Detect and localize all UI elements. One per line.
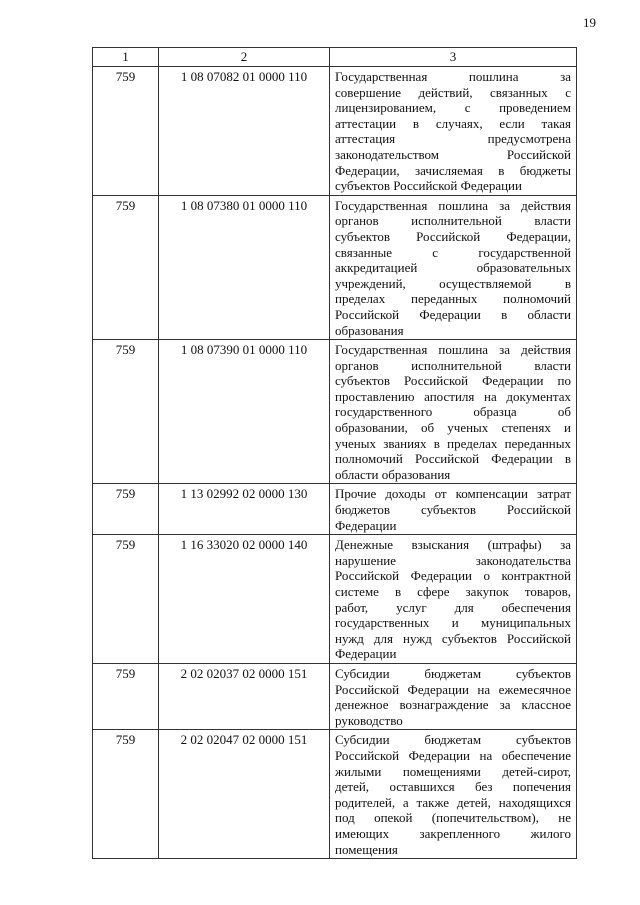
column-header-2: 2 bbox=[159, 48, 330, 67]
budget-classification-code-cell: 2 02 02047 02 0000 151 bbox=[159, 730, 330, 859]
description-line: субъектов Российской Федерации, bbox=[335, 228, 571, 244]
page-number: 19 bbox=[583, 15, 596, 30]
admin-code-cell: 759 bbox=[93, 484, 159, 535]
description-line: государственных и муниципальных bbox=[335, 615, 571, 631]
admin-code-cell: 759 bbox=[93, 663, 159, 729]
header-row bbox=[93, 48, 577, 67]
description-line: детей, оставшихся без попечения bbox=[335, 779, 571, 795]
description-line: органов исполнительной власти bbox=[335, 213, 571, 229]
description-line: пределах переданных полномочий bbox=[335, 291, 571, 307]
budget-classification-code-cell: 1 08 07380 01 0000 110 bbox=[159, 195, 330, 339]
income-description-cell bbox=[330, 340, 577, 484]
table-row bbox=[93, 340, 577, 484]
admin-code-cell: 759 bbox=[93, 535, 159, 664]
description-line: системе в сфере закупок товаров, bbox=[335, 584, 571, 599]
admin-code-cell: 759 bbox=[93, 67, 159, 196]
description-line: Государственная пошлина за bbox=[335, 69, 571, 84]
description-line: Федерации, зачисляемая в бюджеты bbox=[335, 162, 571, 178]
description-line: Субсидии бюджетам субъектов bbox=[335, 665, 571, 681]
table-row bbox=[93, 730, 577, 859]
budget-income-table bbox=[92, 47, 577, 859]
description-line: проставлению апостиля на документах bbox=[335, 388, 571, 404]
description-line: родителей, а также детей, находящихся bbox=[335, 794, 571, 810]
admin-code-cell: 759 bbox=[93, 340, 159, 484]
budget-classification-code-cell: 1 16 33020 02 0000 140 bbox=[159, 535, 330, 664]
budget-classification-code-cell: 1 08 07082 01 0000 110 bbox=[159, 67, 330, 196]
description-line: под опекой (попечительством), не bbox=[335, 810, 571, 826]
budget-classification-code-cell: 1 13 02992 02 0000 130 bbox=[159, 484, 330, 535]
column-header-3: 3 bbox=[330, 48, 577, 67]
description-line: Федерации bbox=[335, 517, 397, 533]
description-line: Российской Федерации на обеспечение bbox=[335, 747, 571, 763]
description-line: Прочие доходы от компенсации затрат bbox=[335, 486, 571, 502]
description-line: учреждений, осуществляемой в bbox=[335, 275, 571, 291]
income-description-cell bbox=[330, 535, 577, 664]
income-description-cell bbox=[330, 484, 577, 535]
description-line: помещения bbox=[335, 841, 398, 857]
table-row bbox=[93, 195, 577, 339]
description-line: руководство bbox=[335, 712, 403, 728]
description-line: нужд для нужд субъектов Российской bbox=[335, 630, 571, 646]
description-line: аттестации в случаях, если такая bbox=[335, 115, 571, 131]
description-line: жилыми помещениями детей-сирот, bbox=[335, 763, 571, 779]
budget-classification-code-cell: 2 02 02037 02 0000 151 bbox=[159, 663, 330, 729]
description-line: Российской Федерации на ежемесячное bbox=[335, 681, 571, 697]
table-row bbox=[93, 535, 577, 664]
income-description-cell bbox=[330, 730, 577, 859]
income-description-cell bbox=[330, 67, 577, 196]
description-line: образовании, об ученых степенях и bbox=[335, 420, 571, 436]
table-row bbox=[93, 663, 577, 729]
description-line: полномочий Российской Федерации в bbox=[335, 451, 571, 467]
description-line: имеющих закрепленного жилого bbox=[335, 825, 571, 841]
description-line: аккредитацией образовательных bbox=[335, 260, 571, 276]
description-line: лицензированием, с проведением bbox=[335, 100, 571, 116]
description-line: субъектов Российской Федерации bbox=[335, 178, 522, 194]
description-line: аттестация предусмотрена bbox=[335, 131, 571, 147]
description-line: Субсидии бюджетам субъектов bbox=[335, 732, 571, 748]
description-line: нарушение законодательства bbox=[335, 552, 571, 568]
budget-classification-code-cell: 1 08 07390 01 0000 110 bbox=[159, 340, 330, 484]
description-line: Российской Федерации в области bbox=[335, 306, 571, 322]
description-line: работ, услуг для обеспечения bbox=[335, 599, 571, 615]
description-line: ученых званиях в пределах переданных bbox=[335, 435, 571, 451]
description-line: связанные с государственной bbox=[335, 244, 571, 260]
description-line: бюджетов субъектов Российской bbox=[335, 502, 571, 518]
description-line: денежное вознаграждение за классное bbox=[335, 697, 571, 713]
description-line: образования bbox=[335, 322, 404, 338]
column-header-1: 1 bbox=[93, 48, 159, 67]
table-body bbox=[93, 67, 577, 859]
description-line: Денежные взыскания (штрафы) за bbox=[335, 537, 571, 553]
description-line: органов исполнительной власти bbox=[335, 357, 571, 373]
admin-code-cell: 759 bbox=[93, 730, 159, 859]
table-row bbox=[93, 484, 577, 535]
description-line: субъектов Российской Федерации по bbox=[335, 373, 571, 389]
description-line: Государственная пошлина за действия bbox=[335, 342, 571, 358]
description-line: Федерации bbox=[335, 646, 397, 662]
description-line: области образования bbox=[335, 466, 451, 482]
income-description-cell bbox=[330, 663, 577, 729]
admin-code-cell: 759 bbox=[93, 195, 159, 339]
description-line: Государственная пошлина за действия bbox=[335, 197, 571, 213]
description-line: совершение действий, связанных с bbox=[335, 84, 571, 100]
description-line: Российской Федерации о контрактной bbox=[335, 568, 571, 584]
income-description-cell bbox=[330, 195, 577, 339]
description-line: государственного образца об bbox=[335, 404, 571, 420]
description-line: законодательством Российской bbox=[335, 146, 571, 162]
table-row bbox=[93, 67, 577, 196]
